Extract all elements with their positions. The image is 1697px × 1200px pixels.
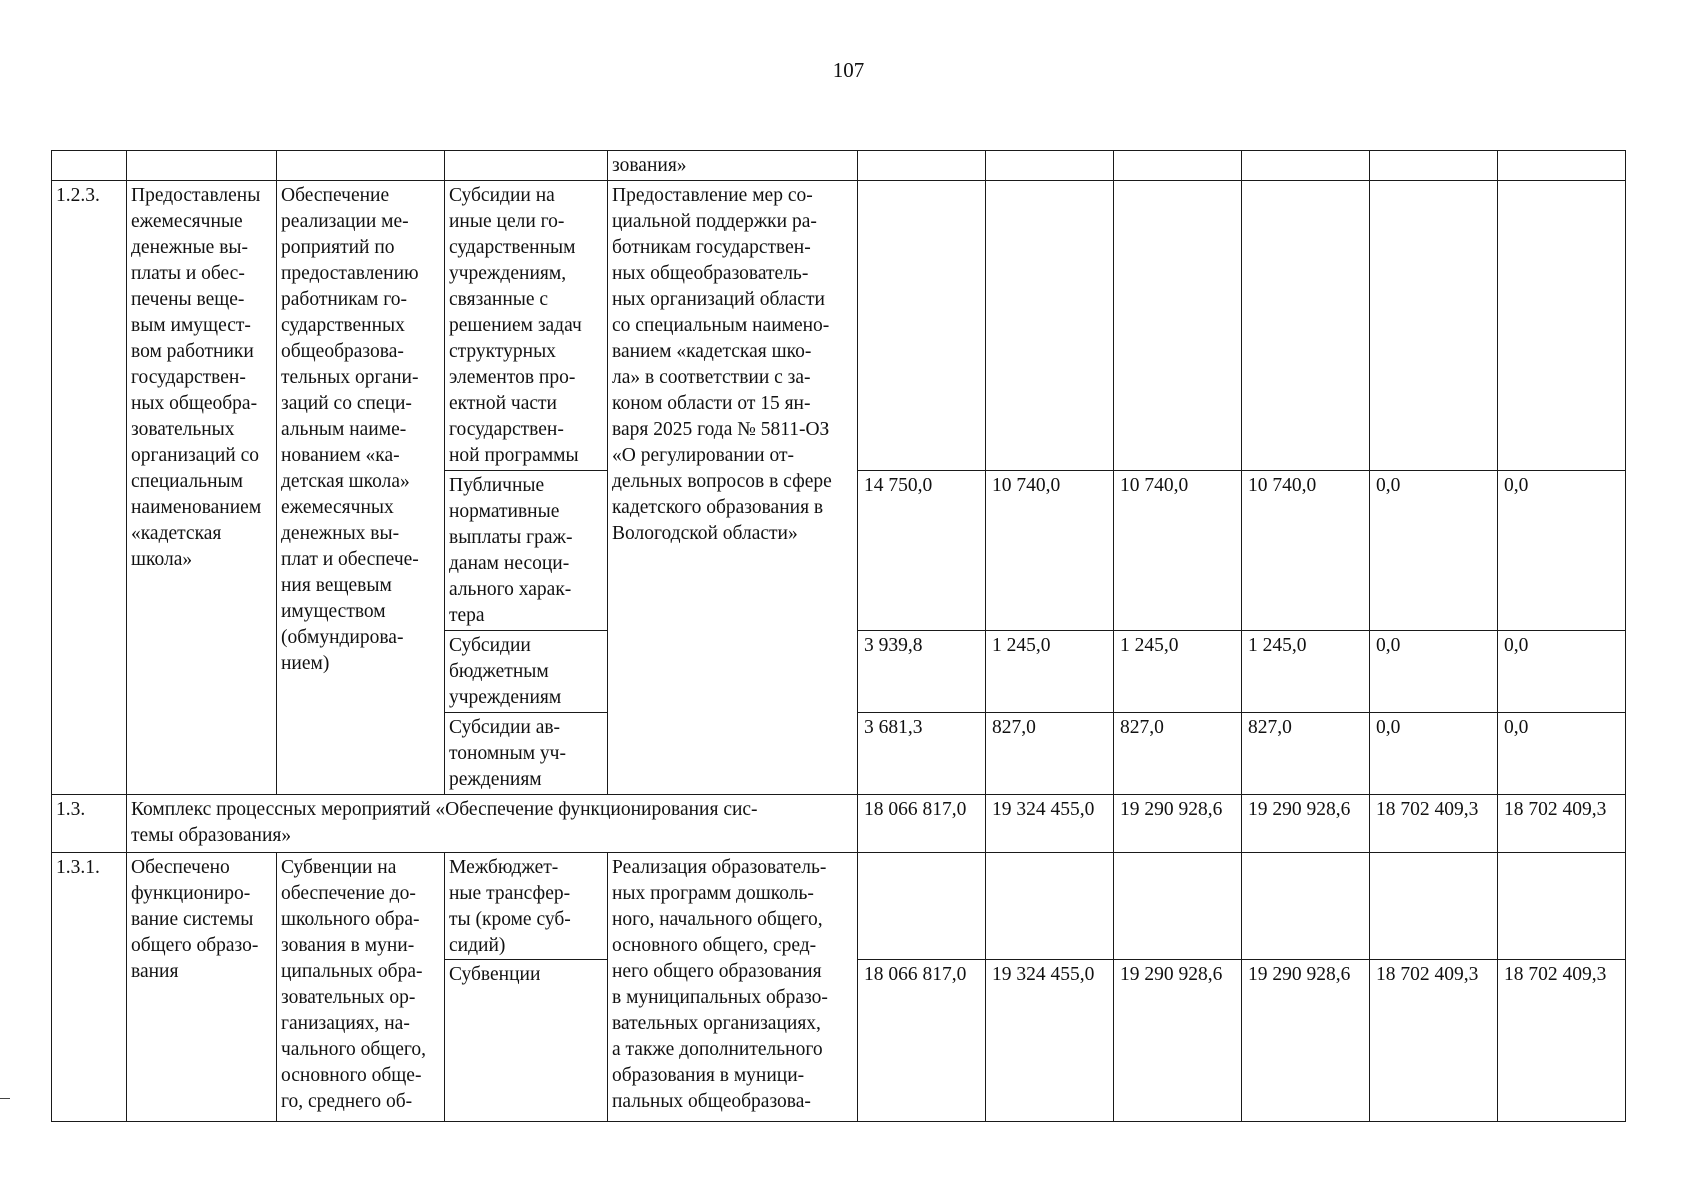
- value-cell: 10 740,0: [1114, 471, 1242, 631]
- cell-text-line: в муниципальных образо-: [612, 987, 828, 1008]
- cont-event: [277, 151, 445, 181]
- value-cell: 19 290 928,6: [1114, 795, 1242, 853]
- cell-text-line: кадетского образования в: [612, 497, 824, 518]
- cell-text-line: общего образо-: [131, 935, 259, 956]
- cell-text-line: нием): [281, 653, 330, 674]
- cont-name-cell: зования»: [608, 151, 858, 181]
- cell-text-line: вание системы: [131, 909, 254, 930]
- value-cell: 827,0: [1114, 713, 1242, 795]
- value-cell: 10 740,0: [986, 471, 1114, 631]
- expense-name-cell-1-2-3: [608, 181, 858, 795]
- expense-type-cell: [445, 181, 608, 471]
- cell-text-line: ной программы: [449, 445, 579, 466]
- value-cell-empty: [1370, 853, 1498, 960]
- cell-text-line: бюджетным: [449, 661, 549, 682]
- cell-text-line: ла» в соответствии с за-: [612, 367, 811, 388]
- value-cell: 0,0: [1370, 713, 1498, 795]
- row-1-2-3-a: [52, 181, 1626, 471]
- cell-text-line: Межбюджет-: [449, 857, 559, 878]
- cell-text-line: Субвенции на: [281, 857, 397, 878]
- expense-name-cell-1-3-1: [608, 853, 858, 1122]
- event-cell-1-3-1: [277, 853, 445, 1122]
- expense-type-cell: [445, 960, 608, 1122]
- cell-text-line: Обеспечение: [281, 185, 390, 206]
- cell-text-line: данам несоци-: [449, 553, 570, 574]
- cell-text-line: элементов про-: [449, 367, 576, 388]
- cell-text-line: ального харак-: [449, 579, 572, 600]
- cell-text-line: ежемесячных: [281, 497, 394, 518]
- cell-text-line: обеспечение до-: [281, 883, 416, 904]
- value-cell: 18 066 817,0: [858, 960, 986, 1122]
- cell-text-line: денежных вы-: [281, 523, 400, 544]
- value-cell: 3 681,3: [858, 713, 986, 795]
- cell-text-line: общеобразова-: [281, 341, 404, 362]
- cell-text-line: зовательных: [131, 419, 235, 440]
- cell-text-line: Публичные: [449, 475, 545, 496]
- cell-text-line: ных программ дошколь-: [612, 883, 814, 904]
- cell-text-line: ты (кроме суб-: [449, 909, 571, 930]
- value-cell-empty: [986, 853, 1114, 960]
- cell-text-line: нованием «ка-: [281, 445, 400, 466]
- cell-text-line: государствен-: [131, 367, 246, 388]
- event-cell-1-2-3: [277, 181, 445, 795]
- cell-text-line: денежные вы-: [131, 237, 249, 258]
- cell-text-line: детская школа»: [281, 471, 410, 492]
- cell-text-line: Реализация образователь-: [612, 857, 827, 878]
- value-cell: 19 290 928,6: [1242, 795, 1370, 853]
- value-cell-empty: [858, 181, 986, 471]
- cell-text-line: специальным: [131, 471, 243, 492]
- continuation-row: [52, 151, 1626, 181]
- cell-text-line: ганизациях, на-: [281, 1013, 410, 1034]
- cell-text-line: ных общеобразователь-: [612, 263, 809, 284]
- cell-text-line: печены веще-: [131, 289, 245, 310]
- value-cell: 1 245,0: [986, 631, 1114, 713]
- cell-text-line: циальной поддержки ра-: [612, 211, 817, 232]
- cell-text-line: роприятий по: [281, 237, 395, 258]
- cell-text-line: тера: [449, 605, 485, 626]
- value-cell: 18 066 817,0: [858, 795, 986, 853]
- cell-text-line: «О регулировании от-: [612, 445, 794, 466]
- value-cell: 19 290 928,6: [1242, 960, 1370, 1122]
- row-code-1-2-3: 1.2.3.: [52, 181, 127, 795]
- value-cell: 0,0: [1498, 471, 1626, 631]
- cell-text-line: сударственным: [449, 237, 576, 258]
- cell-text-line: ных общеобра-: [131, 393, 258, 414]
- cell-text-line: вания: [131, 961, 179, 982]
- value-cell: 18 702 409,3: [1370, 795, 1498, 853]
- cell-text-line: Вологодской области»: [612, 523, 798, 544]
- value-cell: 19 290 928,6: [1114, 960, 1242, 1122]
- value-cell: 19 324 455,0: [986, 795, 1114, 853]
- value-cell-empty: [1498, 853, 1626, 960]
- expense-type-cell: [445, 713, 608, 795]
- cell-text-line: ежемесячные: [131, 211, 243, 232]
- cell-text-line: зовательных ор-: [281, 987, 416, 1008]
- cell-text-line: Обеспечено: [131, 857, 230, 878]
- cell-text-line: иные цели го-: [449, 211, 565, 232]
- cell-text-line: вым имущест-: [131, 315, 251, 336]
- cont-value: [1498, 151, 1626, 181]
- value-cell: 14 750,0: [858, 471, 986, 631]
- program-table-sheet: [51, 150, 1626, 1122]
- page-number: 107: [832, 58, 865, 82]
- cell-text-line: плат и обеспече-: [281, 549, 419, 570]
- cell-text-line: ные трансфер-: [449, 883, 571, 904]
- cell-text-line: ного, начального общего,: [612, 909, 823, 930]
- cell-text-line: Субсидии: [449, 635, 531, 656]
- cell-text-line: работникам го-: [281, 289, 408, 310]
- cell-text-line: решением задач: [449, 315, 582, 336]
- cont-type: [445, 151, 608, 181]
- cell-text-line: него общего образования: [612, 961, 822, 982]
- cell-text-line: Субсидии на: [449, 185, 555, 206]
- value-cell: 1 245,0: [1242, 631, 1370, 713]
- cell-text-line: государствен-: [449, 419, 564, 440]
- cell-text-line: чального общего,: [281, 1039, 427, 1060]
- result-cell-1-3-1: [127, 853, 277, 1122]
- cell-text-line: ектной части: [449, 393, 557, 414]
- cell-text-line: ния вещевым: [281, 575, 392, 596]
- cont-value: [1114, 151, 1242, 181]
- cell-text-line: имуществом: [281, 601, 386, 622]
- cont-value: [1370, 151, 1498, 181]
- margin-mark: [0, 1098, 10, 1099]
- cont-code: [52, 151, 127, 181]
- cell-text-line: тельных органи-: [281, 367, 419, 388]
- cell-text-line: темы образования»: [131, 825, 292, 846]
- value-cell: 19 324 455,0: [986, 960, 1114, 1122]
- value-cell: 0,0: [1370, 631, 1498, 713]
- value-cell: 18 702 409,3: [1498, 960, 1626, 1122]
- cell-text-line: Предоставлены: [131, 185, 261, 206]
- cell-text-line: Комплекс процессных мероприятий «Обеспечение функционирования сис-: [131, 799, 758, 820]
- cell-text-line: Субсидии ав-: [449, 717, 561, 738]
- cell-text-line: ботникам государствен-: [612, 237, 811, 258]
- result-cell-1-2-3: [127, 181, 277, 795]
- cont-value: [986, 151, 1114, 181]
- cell-text-line: пальных общеобразова-: [612, 1091, 811, 1112]
- cell-text-line: реализации ме-: [281, 211, 409, 232]
- cell-text-line: предоставлению: [281, 263, 419, 284]
- cont-value: [858, 151, 986, 181]
- cell-text-line: сударственных: [281, 315, 405, 336]
- cell-text-line: заций со специ-: [281, 393, 412, 414]
- cell-text-line: вательных организациях,: [612, 1013, 821, 1034]
- cell-text-line: функциониро-: [131, 883, 251, 904]
- cell-text-line: реждениям: [449, 769, 542, 790]
- cell-text-line: учреждениям: [449, 687, 562, 708]
- cell-text-line: Предоставление мер со-: [612, 185, 813, 206]
- cell-text-line: Субвенции: [449, 964, 541, 985]
- cell-text-line: сидий): [449, 935, 506, 956]
- cell-text-line: структурных: [449, 341, 556, 362]
- cell-text-line: а также дополнительного: [612, 1039, 823, 1060]
- cell-text-line: ных организаций области: [612, 289, 825, 310]
- cell-text-line: выплаты граж-: [449, 527, 573, 548]
- cell-text-line: коном области от 15 ян-: [612, 393, 811, 414]
- row-1-3-1-a: [52, 853, 1626, 960]
- value-cell: 18 702 409,3: [1370, 960, 1498, 1122]
- row-code-1-3-1: 1.3.1.: [52, 853, 127, 1122]
- value-cell: 0,0: [1370, 471, 1498, 631]
- cell-text-line: ципальных обра-: [281, 961, 423, 982]
- expense-type-cell: [445, 631, 608, 713]
- expense-type-cell: [445, 471, 608, 631]
- cell-text-line: вом работники: [131, 341, 254, 362]
- cont-result: [127, 151, 277, 181]
- cell-text-line: организаций со: [131, 445, 259, 466]
- value-cell-empty: [1370, 181, 1498, 471]
- value-cell-empty: [986, 181, 1114, 471]
- cell-text-line: платы и обес-: [131, 263, 245, 284]
- value-cell: 1 245,0: [1114, 631, 1242, 713]
- cell-text-line: образования в муници-: [612, 1065, 805, 1086]
- value-cell-empty: [1114, 853, 1242, 960]
- value-cell-empty: [1242, 853, 1370, 960]
- program-table: [51, 150, 1626, 1122]
- value-cell: 10 740,0: [1242, 471, 1370, 631]
- cell-text-line: со специальным наимено-: [612, 315, 830, 336]
- cell-text-line: зования в муни-: [281, 935, 415, 956]
- cell-text-line: варя 2025 года № 5811-ОЗ: [612, 419, 830, 440]
- cell-text-line: альным наиме-: [281, 419, 407, 440]
- cell-text-line: дельных вопросов в сфере: [612, 471, 832, 492]
- cont-value: [1242, 151, 1370, 181]
- complex-title-cell: [127, 795, 858, 853]
- value-cell: 18 702 409,3: [1498, 795, 1626, 853]
- value-cell: 3 939,8: [858, 631, 986, 713]
- cell-text-line: школьного обра-: [281, 909, 420, 930]
- value-cell: 0,0: [1498, 631, 1626, 713]
- cell-text-line: наименованием: [131, 497, 262, 518]
- value-cell-empty: [1114, 181, 1242, 471]
- value-cell: 827,0: [1242, 713, 1370, 795]
- row-1-3: [52, 795, 1626, 853]
- value-cell-empty: [858, 853, 986, 960]
- expense-type-cell: [445, 853, 608, 960]
- cell-text-line: учреждениям,: [449, 263, 567, 284]
- value-cell: 827,0: [986, 713, 1114, 795]
- cell-text-line: связанные с: [449, 289, 549, 310]
- cell-text-line: нормативные: [449, 501, 560, 522]
- cell-text-line: основного общего, сред-: [612, 935, 817, 956]
- value-cell-empty: [1242, 181, 1370, 471]
- cell-text-line: «кадетская: [131, 523, 222, 544]
- cell-text-line: школа»: [131, 549, 193, 570]
- cell-text-line: (обмундирова-: [281, 627, 404, 648]
- cell-text-line: го, среднего об-: [281, 1091, 413, 1112]
- cell-text-line: ванием «кадетская шко-: [612, 341, 812, 362]
- value-cell: 0,0: [1498, 713, 1626, 795]
- cell-text-line: основного обще-: [281, 1065, 422, 1086]
- cell-text-line: тономным уч-: [449, 743, 566, 764]
- value-cell-empty: [1498, 181, 1626, 471]
- row-code-1-3: 1.3.: [52, 795, 127, 853]
